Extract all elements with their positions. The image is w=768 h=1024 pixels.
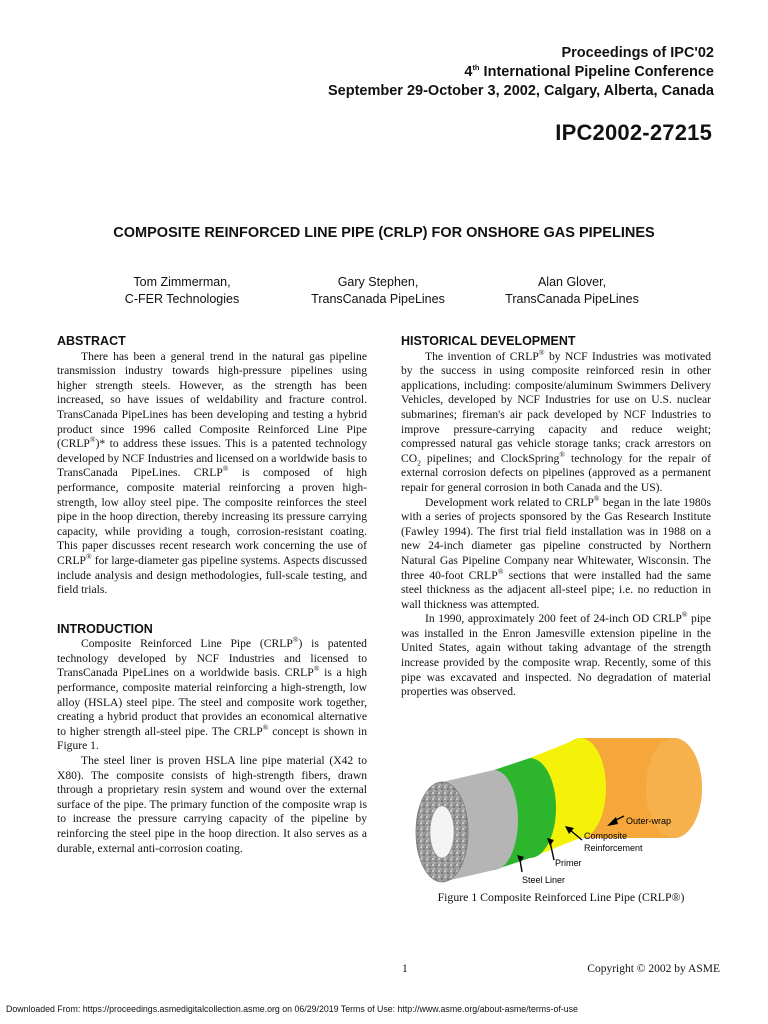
pipe-figure bbox=[402, 720, 722, 900]
history-paragraph-1: The invention of CRLP® by NCF Industries was motivated by the success in using composite reinforced resin in other applications, including: composite/aluminum Swimmers Delivery Vehicles, developed by NCF Industries for use on U.S. nuclear submarines; fireman's air pack developed by NCF Industries to improve pressure-carrying capacity and reduce weight; compressed natural gas vehicle storage tanks; crack arrestors on $CO_2$ pipelines; and ClockSpring® technology for the repair of external corrosion defects on pipelines (approved as a permanent repair for general corrosion in both Canada and the US). bbox=[401, 347, 711, 494]
author-1 bbox=[72, 274, 292, 308]
introduction-paragraph-1: Composite Reinforced Line Pipe (CRLP®) is patented technology developed by NCF Industries and licensed to TransCanada PipeLines on a worldwide basis. CRLP® is a high performance, composite material reinforcing a high-strength, low alloy (HSLA) steel pipe. The steel and composite work together, creating a hybrid product that provides an economical alternative to higher strength all-steel pipe. The CRLP® concept is shown in Figure 1. bbox=[57, 635, 368, 753]
label-composite-2: Reinforcement bbox=[584, 843, 643, 853]
label-steel-liner: Steel Liner bbox=[522, 875, 566, 885]
author-name: Alan Glover, bbox=[537, 275, 607, 289]
proceedings-header bbox=[328, 44, 714, 101]
proceedings-line-2: 4th International Pipeline Conference bbox=[464, 63, 714, 80]
download-footer: Downloaded From: https://proceedings.asmedigitalcollection.asme.org on 06/29/2019 Terms of Use: http://www.asme.org/about-asme/terms-of-use bbox=[6, 1004, 578, 1014]
copyright: Copyright © 2002 by ASME bbox=[587, 963, 720, 975]
history-paragraph-3: In 1990, approximately 200 feet of 24-inch OD CRLP® pipe was installed in the Enron Jamesville extension pipeline in the United States, again without taking advantage of the strength increase provided by the composite wrap. Recently, some of this pipe was excavated and inspected. No degradation of material properties was observed. bbox=[401, 610, 711, 699]
label-composite-1: Composite bbox=[584, 831, 628, 841]
author-affiliation: C-FER Technologies bbox=[124, 292, 240, 306]
proceedings-line-1: Proceedings of IPC'02 bbox=[561, 45, 714, 61]
author-name: Gary Stephen, bbox=[337, 275, 419, 289]
author-affiliation: TransCanada PipeLines bbox=[311, 292, 445, 306]
proceedings-line-3: September 29-October 3, 2002, Calgary, Alberta, Canada bbox=[327, 83, 714, 99]
history-heading: HISTORICAL DEVELOPMENT bbox=[401, 334, 576, 348]
paper-id: IPC2002-27215 bbox=[555, 120, 712, 145]
label-primer: Primer bbox=[555, 858, 582, 868]
author-3 bbox=[462, 274, 682, 308]
label-outer-wrap: Outer-wrap bbox=[626, 816, 672, 826]
history-paragraph-2: Development work related to CRLP® began in the late 1980s with a series of projects sponsored by the Gas Research Institute (Fawley 1994). The first trial field installation was in 1988 on a new 24-inch diameter gas pipeline constructed by Northern Natural Gas Pipeline Company near Whitewater, Wisconsin. The three 40-foot CRLP® sections that were installed had the same steel thickness as the adjacent all-steel pipe; i.e. no reduction in wall thickness was attempted. bbox=[401, 493, 712, 611]
left-column bbox=[57, 334, 367, 856]
figure-caption: Figure 1 Composite Reinforced Line Pipe (CRLP®) bbox=[437, 890, 685, 904]
paper-title: COMPOSITE REINFORCED LINE PIPE (CRLP) FOR ONSHORE GAS PIPELINES bbox=[113, 225, 655, 241]
author-2 bbox=[268, 274, 488, 308]
abstract-heading: ABSTRACT bbox=[57, 334, 126, 348]
introduction-paragraph-2: The steel liner is proven HSLA line pipe material (X42 to X80). The composite consists of high-strength fibers, drawn through a proprietary resin system and wound over the external surface of the pipe. The primary function of the composite wrap is to increase the pressure carrying capacity of the pipeline by reinforcing the steel pipe in the hoop direction. It also serves as a durable, external anti-corrosion coating. bbox=[57, 754, 367, 855]
author-name: Tom Zimmerman, bbox=[133, 275, 231, 289]
abstract-paragraph: There has been a general trend in the natural gas pipeline transmission industry towards high-pressure pipelines using higher strength steels. However, as the strength has been increased, so have issues of weldability and fracture control. TransCanada PipeLines has been developing and testing a hybrid product since 1996 called Composite Reinforced Line Pipe (CRLP®)* to address these issues. This is a patented technology developed by NCF Industries and licensed on a worldwide basis to TransCanada PipeLines. CRLP® is composed of high performance, composite material reinforcing a proven high-strength, low alloy steel pipe. The composite reinforces the steel pipe in the hoop direction, thereby increasing its pressure carrying capacity, while providing a tough, corrosion-resistant coating. This paper discusses recent research work concerning the use of CRLP® for large-diameter gas pipeline systems. Aspects discussed include analysis and design methodologies, full-scale testing, and field trials. bbox=[57, 349, 367, 597]
right-column bbox=[401, 334, 711, 700]
author-affiliation: TransCanada PipeLines bbox=[505, 292, 639, 306]
page-number: 1 bbox=[402, 963, 408, 975]
introduction-heading: INTRODUCTION bbox=[57, 621, 153, 636]
